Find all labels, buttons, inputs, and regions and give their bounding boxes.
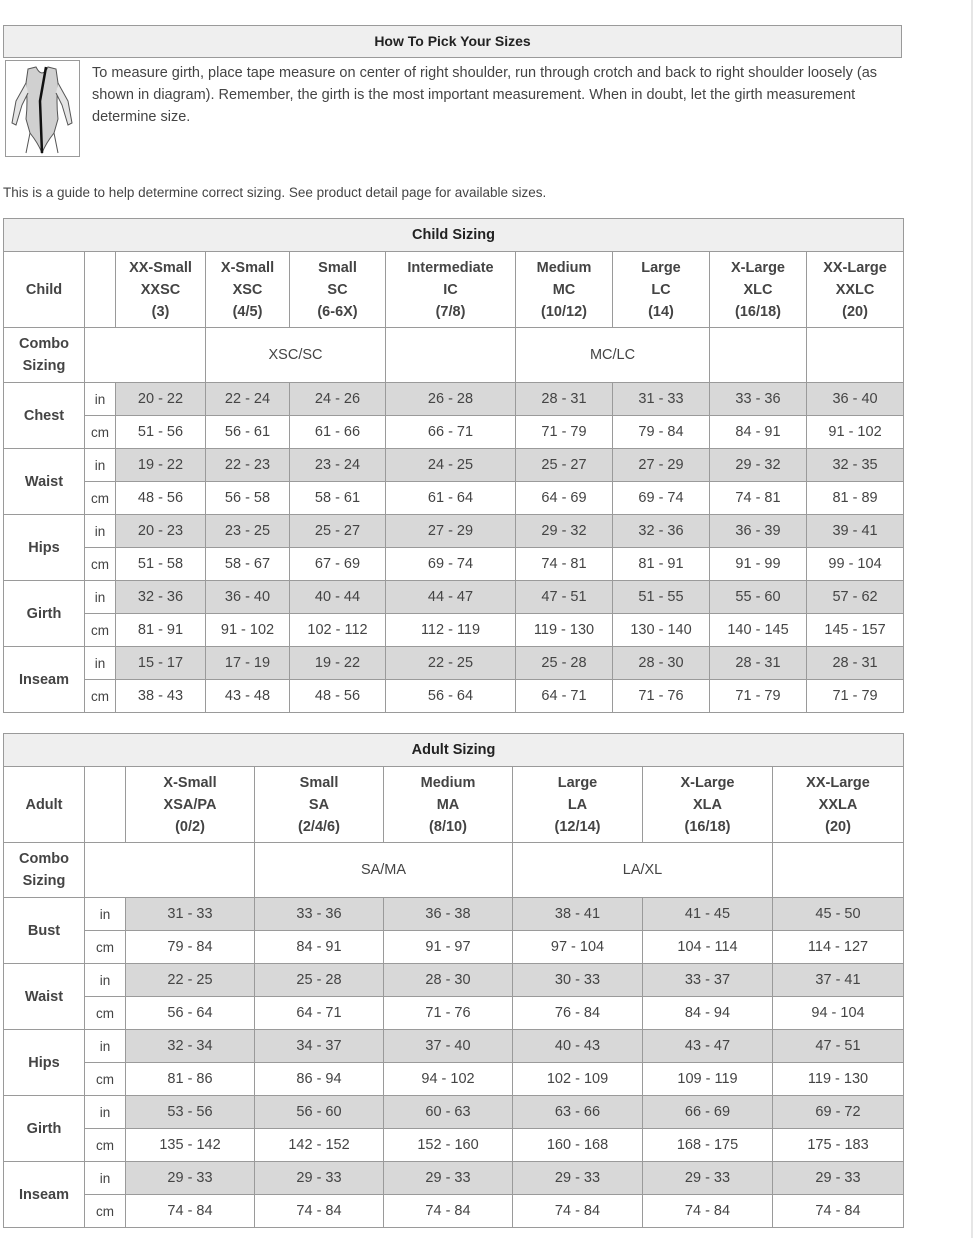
measure-value: 29 - 33: [513, 1162, 643, 1195]
measure-value: 102 - 112: [290, 614, 386, 647]
measure-value: 84 - 94: [643, 997, 773, 1030]
measure-value: 27 - 29: [386, 515, 516, 548]
unit-label: cm: [85, 931, 126, 964]
unit-label: cm: [85, 1195, 126, 1228]
measure-value: 32 - 35: [807, 449, 904, 482]
measure-value: 66 - 71: [386, 416, 516, 449]
measure-value: 94 - 102: [384, 1063, 513, 1096]
measure-value: 175 - 183: [773, 1129, 904, 1162]
measure-label: Girth: [4, 581, 85, 647]
child-size-header: [386, 252, 516, 328]
unit-label: cm: [85, 416, 116, 449]
measure-value: 28 - 31: [807, 647, 904, 680]
measure-value: 32 - 36: [116, 581, 206, 614]
measure-value: 84 - 91: [710, 416, 807, 449]
measure-value: 81 - 86: [126, 1063, 255, 1096]
measure-value: 23 - 24: [290, 449, 386, 482]
size-num: (6-6X): [317, 303, 358, 320]
measure-value: 56 - 64: [386, 680, 516, 713]
measure-value: 56 - 60: [255, 1096, 384, 1129]
size-num: (4/5): [232, 303, 263, 320]
measure-value: 17 - 19: [206, 647, 290, 680]
adult-sizing-table: [3, 733, 904, 1228]
measure-value: 86 - 94: [255, 1063, 384, 1096]
unit-label: in: [85, 1030, 126, 1063]
size-code: MC: [552, 281, 576, 298]
child-size-header: [116, 252, 206, 328]
measure-row-in: [4, 898, 904, 931]
measure-value: 79 - 84: [613, 416, 710, 449]
measure-value: 109 - 119: [643, 1063, 773, 1096]
measure-value: 142 - 152: [255, 1129, 384, 1162]
size-name: X-Small: [163, 774, 217, 791]
measure-value: 56 - 64: [126, 997, 255, 1030]
measure-value: 31 - 33: [613, 383, 710, 416]
measure-value: 61 - 64: [386, 482, 516, 515]
measure-row-in: [4, 964, 904, 997]
measure-value: 55 - 60: [710, 581, 807, 614]
measure-value: 19 - 22: [290, 647, 386, 680]
measure-value: 28 - 30: [384, 964, 513, 997]
measure-value: 29 - 33: [384, 1162, 513, 1195]
measure-row-in: [4, 647, 904, 680]
measure-row-cm: [4, 931, 904, 964]
unit-label: cm: [85, 482, 116, 515]
measure-value: 94 - 104: [773, 997, 904, 1030]
measure-value: 66 - 69: [643, 1096, 773, 1129]
howto-title: How To Pick Your Sizes: [3, 25, 902, 58]
measure-value: 56 - 58: [206, 482, 290, 515]
unit-label: in: [85, 647, 116, 680]
measure-value: 74 - 84: [384, 1195, 513, 1228]
measure-value: 71 - 76: [384, 997, 513, 1030]
measure-row-cm: [4, 482, 904, 515]
measure-value: 24 - 26: [290, 383, 386, 416]
measure-value: 39 - 41: [807, 515, 904, 548]
adult-size-header: [255, 767, 384, 843]
measure-value: 74 - 84: [255, 1195, 384, 1228]
size-name: Large: [641, 259, 681, 276]
adult-size-header: [643, 767, 773, 843]
size-num: (2/4/6): [298, 818, 340, 835]
size-num: (20): [825, 818, 851, 835]
measure-value: 48 - 56: [116, 482, 206, 515]
measure-value: 20 - 22: [116, 383, 206, 416]
unit-label: cm: [85, 614, 116, 647]
measure-value: 51 - 55: [613, 581, 710, 614]
measure-value: 22 - 25: [386, 647, 516, 680]
measure-value: 119 - 130: [516, 614, 613, 647]
measure-value: 112 - 119: [386, 614, 516, 647]
measure-value: 145 - 157: [807, 614, 904, 647]
measure-value: 60 - 63: [384, 1096, 513, 1129]
combo-cell: LA/XL: [513, 843, 773, 898]
measure-value: 19 - 22: [116, 449, 206, 482]
measure-value: 47 - 51: [773, 1030, 904, 1063]
size-code: SC: [327, 281, 348, 298]
measure-value: 130 - 140: [613, 614, 710, 647]
size-name: XX-Large: [806, 774, 870, 791]
measure-value: 69 - 72: [773, 1096, 904, 1129]
size-code: IC: [443, 281, 458, 298]
measure-value: 81 - 89: [807, 482, 904, 515]
measure-value: 40 - 44: [290, 581, 386, 614]
measure-value: 29 - 32: [710, 449, 807, 482]
unit-label: in: [85, 383, 116, 416]
measure-value: 37 - 40: [384, 1030, 513, 1063]
measure-value: 38 - 41: [513, 898, 643, 931]
size-code: XXLA: [818, 796, 858, 813]
size-code: MA: [436, 796, 460, 813]
measure-value: 25 - 27: [516, 449, 613, 482]
child-sizing-table: [3, 218, 904, 713]
adult-size-header: [773, 767, 904, 843]
measure-label: Waist: [4, 964, 85, 1030]
unit-label: in: [85, 581, 116, 614]
measure-value: 28 - 31: [516, 383, 613, 416]
measure-value: 64 - 71: [516, 680, 613, 713]
measure-value: 79 - 84: [126, 931, 255, 964]
size-name: XX-Small: [129, 259, 192, 276]
measure-value: 74 - 84: [513, 1195, 643, 1228]
size-code: XLC: [743, 281, 773, 298]
measure-value: 91 - 102: [807, 416, 904, 449]
measure-row-cm: [4, 1129, 904, 1162]
measure-value: 20 - 23: [116, 515, 206, 548]
measure-value: 64 - 71: [255, 997, 384, 1030]
measure-value: 23 - 25: [206, 515, 290, 548]
measure-value: 71 - 79: [807, 680, 904, 713]
measure-value: 91 - 97: [384, 931, 513, 964]
measure-value: 36 - 40: [807, 383, 904, 416]
measure-value: 69 - 74: [386, 548, 516, 581]
combo-cell: [807, 328, 904, 383]
measure-value: 168 - 175: [643, 1129, 773, 1162]
combo-cell: SA/MA: [255, 843, 513, 898]
unit-label: in: [85, 898, 126, 931]
measure-value: 32 - 36: [613, 515, 710, 548]
measure-row-cm: [4, 614, 904, 647]
child-size-header: [206, 252, 290, 328]
measure-value: 81 - 91: [116, 614, 206, 647]
combo-cell: [386, 328, 516, 383]
measure-value: 61 - 66: [290, 416, 386, 449]
size-name: Small: [299, 774, 339, 791]
measure-label: Girth: [4, 1096, 85, 1162]
measure-value: 28 - 31: [710, 647, 807, 680]
size-name: Intermediate: [407, 259, 494, 276]
size-code: LA: [567, 796, 588, 813]
measure-value: 25 - 28: [255, 964, 384, 997]
adult-size-header: [513, 767, 643, 843]
measure-value: 74 - 81: [710, 482, 807, 515]
measure-value: 33 - 36: [255, 898, 384, 931]
measure-value: 29 - 33: [643, 1162, 773, 1195]
measure-row-in: [4, 581, 904, 614]
measure-value: 71 - 79: [710, 680, 807, 713]
measure-value: 47 - 51: [516, 581, 613, 614]
unit-label: cm: [85, 548, 116, 581]
size-name: XX-Large: [823, 259, 887, 276]
measure-value: 31 - 33: [126, 898, 255, 931]
measure-row-cm: [4, 1063, 904, 1096]
measure-value: 119 - 130: [773, 1063, 904, 1096]
measure-value: 81 - 91: [613, 548, 710, 581]
measure-value: 57 - 62: [807, 581, 904, 614]
measure-value: 58 - 67: [206, 548, 290, 581]
child-table-title: Child Sizing: [4, 219, 904, 252]
measure-value: 56 - 61: [206, 416, 290, 449]
measure-value: 152 - 160: [384, 1129, 513, 1162]
measure-label: Hips: [4, 515, 85, 581]
measure-value: 37 - 41: [773, 964, 904, 997]
unit-label: in: [85, 449, 116, 482]
measure-value: 99 - 104: [807, 548, 904, 581]
measure-value: 44 - 47: [386, 581, 516, 614]
measure-value: 29 - 33: [126, 1162, 255, 1195]
adult-size-header: [384, 767, 513, 843]
size-num: (0/2): [175, 818, 205, 835]
measure-value: 135 - 142: [126, 1129, 255, 1162]
combo-cell: [85, 328, 206, 383]
size-code: SA: [308, 796, 330, 813]
size-num: (16/18): [684, 818, 731, 835]
measure-value: 74 - 84: [773, 1195, 904, 1228]
measure-value: 91 - 102: [206, 614, 290, 647]
adult-size-header: [126, 767, 255, 843]
measure-value: 160 - 168: [513, 1129, 643, 1162]
measure-value: 24 - 25: [386, 449, 516, 482]
measure-row-in: [4, 1030, 904, 1063]
measure-row-cm: [4, 416, 904, 449]
measure-label: Inseam: [4, 647, 85, 713]
child-size-header: [807, 252, 904, 328]
unit-header-blank: [85, 767, 126, 843]
combo-sizing-label: Combo Sizing: [4, 843, 85, 898]
measure-value: 43 - 47: [643, 1030, 773, 1063]
measure-value: 51 - 58: [116, 548, 206, 581]
adult-corner-label: Adult: [4, 767, 85, 843]
size-num: (16/18): [735, 303, 781, 320]
unit-label: in: [85, 1162, 126, 1195]
size-num: (14): [648, 303, 674, 320]
measure-value: 91 - 99: [710, 548, 807, 581]
measure-value: 76 - 84: [513, 997, 643, 1030]
size-code: XXLC: [835, 281, 875, 298]
size-num: (10/12): [541, 303, 587, 320]
adult-table-title: Adult Sizing: [4, 734, 904, 767]
combo-cell: [85, 843, 255, 898]
combo-cell: XSC/SC: [206, 328, 386, 383]
measure-label: Bust: [4, 898, 85, 964]
measure-row-in: [4, 515, 904, 548]
measure-value: 32 - 34: [126, 1030, 255, 1063]
measure-value: 40 - 43: [513, 1030, 643, 1063]
child-size-header: [613, 252, 710, 328]
measure-value: 48 - 56: [290, 680, 386, 713]
unit-label: in: [85, 1096, 126, 1129]
measure-row-cm: [4, 1195, 904, 1228]
measure-value: 51 - 56: [116, 416, 206, 449]
size-name: X-Small: [220, 259, 275, 276]
measure-value: 84 - 91: [255, 931, 384, 964]
measure-value: 36 - 39: [710, 515, 807, 548]
measure-value: 102 - 109: [513, 1063, 643, 1096]
measure-label: Hips: [4, 1030, 85, 1096]
measure-value: 71 - 79: [516, 416, 613, 449]
unit-label: cm: [85, 680, 116, 713]
unit-label: cm: [85, 997, 126, 1030]
size-name: Medium: [536, 259, 592, 276]
measure-value: 15 - 17: [116, 647, 206, 680]
child-size-header: [290, 252, 386, 328]
child-size-header: [710, 252, 807, 328]
measure-value: 58 - 61: [290, 482, 386, 515]
child-corner-label: Child: [4, 252, 85, 328]
size-name: X-Large: [731, 259, 785, 276]
measure-value: 63 - 66: [513, 1096, 643, 1129]
size-num: (12/14): [554, 818, 601, 835]
size-name: Medium: [420, 774, 476, 791]
measure-value: 22 - 23: [206, 449, 290, 482]
measure-value: 25 - 28: [516, 647, 613, 680]
combo-cell: [773, 843, 904, 898]
measure-value: 33 - 36: [710, 383, 807, 416]
measure-value: 28 - 30: [613, 647, 710, 680]
measure-value: 53 - 56: [126, 1096, 255, 1129]
size-name: Large: [557, 774, 598, 791]
measure-value: 29 - 32: [516, 515, 613, 548]
measure-label: Chest: [4, 383, 85, 449]
unit-label: in: [85, 964, 126, 997]
measure-value: 34 - 37: [255, 1030, 384, 1063]
measure-value: 43 - 48: [206, 680, 290, 713]
page-edge-line: [971, 0, 973, 1238]
size-code: XLA: [693, 796, 722, 813]
measure-value: 140 - 145: [710, 614, 807, 647]
measure-label: Inseam: [4, 1162, 85, 1228]
measure-row-in: [4, 449, 904, 482]
measure-row-in: [4, 383, 904, 416]
guide-note: This is a guide to help determine correct sizing. See product detail page for available sizes.: [3, 185, 547, 200]
measure-value: 69 - 74: [613, 482, 710, 515]
measure-value: 67 - 69: [290, 548, 386, 581]
measure-value: 114 - 127: [773, 931, 904, 964]
measure-value: 29 - 33: [255, 1162, 384, 1195]
size-name: X-Large: [680, 774, 735, 791]
combo-cell: MC/LC: [516, 328, 710, 383]
measure-row-in: [4, 1096, 904, 1129]
measure-label: Waist: [4, 449, 85, 515]
measure-value: 29 - 33: [773, 1162, 904, 1195]
unit-header-blank: [85, 252, 116, 328]
size-code: XSA/PA: [163, 796, 217, 813]
size-code: LC: [651, 281, 671, 298]
measure-row-cm: [4, 548, 904, 581]
measure-value: 38 - 43: [116, 680, 206, 713]
measure-value: 45 - 50: [773, 898, 904, 931]
size-code: XSC: [232, 281, 263, 298]
measure-value: 104 - 114: [643, 931, 773, 964]
measure-value: 74 - 84: [126, 1195, 255, 1228]
measure-value: 36 - 38: [384, 898, 513, 931]
size-num: (20): [842, 303, 868, 320]
measure-value: 74 - 81: [516, 548, 613, 581]
size-name: Small: [318, 259, 357, 276]
measure-value: 41 - 45: [643, 898, 773, 931]
measure-row-cm: [4, 997, 904, 1030]
child-size-header: [516, 252, 613, 328]
size-code: XXSC: [140, 281, 181, 298]
unit-label: in: [85, 515, 116, 548]
leotard-measure-diagram: [5, 60, 80, 157]
measure-value: 33 - 37: [643, 964, 773, 997]
unit-label: cm: [85, 1129, 126, 1162]
size-num: (3): [151, 303, 170, 320]
measure-value: 74 - 84: [643, 1195, 773, 1228]
size-num: (7/8): [435, 303, 466, 320]
measure-value: 22 - 24: [206, 383, 290, 416]
measure-row-cm: [4, 680, 904, 713]
measure-value: 27 - 29: [613, 449, 710, 482]
combo-sizing-label: Combo Sizing: [4, 328, 85, 383]
howto-instructions: To measure girth, place tape measure on center of right shoulder, run through crotch and back to right shoulder loosely (as shown in diagram). Remember, the girth is the most important measurement. When in doubt, let the girth measurement determine size.: [92, 65, 878, 125]
measure-value: 26 - 28: [386, 383, 516, 416]
measure-row-in: [4, 1162, 904, 1195]
measure-value: 30 - 33: [513, 964, 643, 997]
measure-value: 25 - 27: [290, 515, 386, 548]
measure-value: 22 - 25: [126, 964, 255, 997]
size-num: (8/10): [429, 818, 467, 835]
combo-cell: [710, 328, 807, 383]
measure-value: 36 - 40: [206, 581, 290, 614]
unit-label: cm: [85, 1063, 126, 1096]
measure-value: 71 - 76: [613, 680, 710, 713]
measure-value: 64 - 69: [516, 482, 613, 515]
measure-value: 97 - 104: [513, 931, 643, 964]
